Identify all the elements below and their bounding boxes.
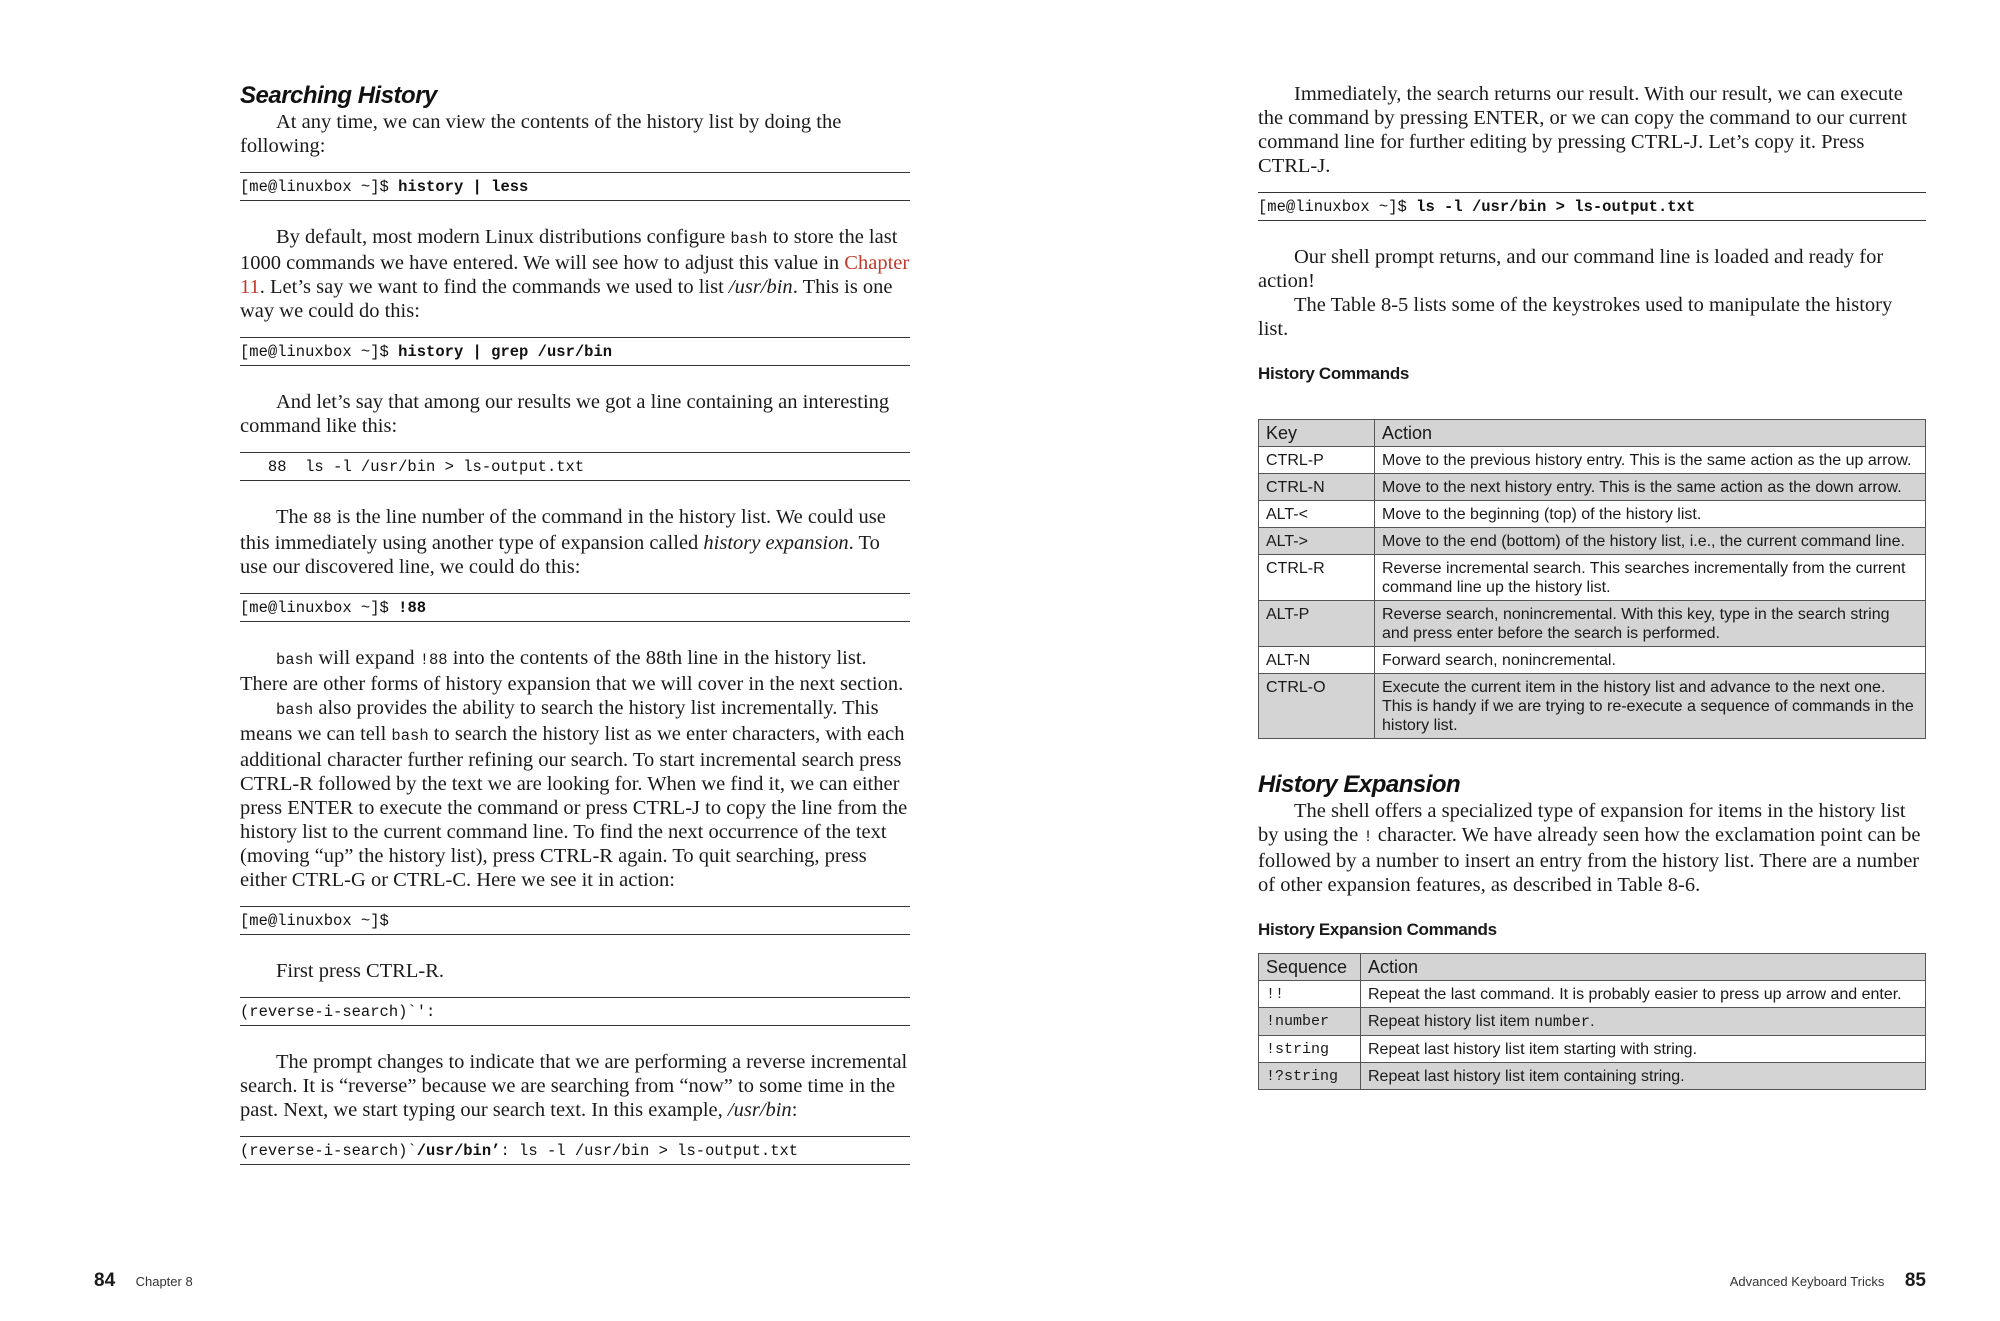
spacer <box>1258 761 1926 771</box>
table-header: Key <box>1259 420 1375 447</box>
table-row <box>1259 474 1926 501</box>
table-row <box>1259 1036 1926 1063</box>
paragraph: At any time, we can view the contents of the history list by doing the following: <box>240 111 842 157</box>
table-cell-action: Forward search, nonincremental. <box>1375 647 1926 674</box>
code-block: [me@linuxbox ~]$ !88 <box>240 593 910 622</box>
code-block: [me@linuxbox ~]$ <box>240 906 910 935</box>
right-footer <box>1730 1270 1926 1292</box>
table-row <box>1259 555 1926 601</box>
section-heading-history-expansion: History Expansion <box>1258 771 1461 798</box>
paragraph: bash will expand !88 into the contents of the 88th line in the history list. There are other forms of history expansion that we will cover in the next section. <box>240 647 904 695</box>
table-cell-key: !number <box>1259 1008 1361 1036</box>
code-block: [me@linuxbox ~]$ ls -l /usr/bin > ls-output.txt <box>1258 192 1926 221</box>
table-cell-action: Reverse incremental search. This searches incrementally from the current command line up the history list. <box>1375 555 1926 601</box>
table-cell-key: !! <box>1259 981 1361 1008</box>
running-footer: Chapter 8 <box>135 1274 193 1289</box>
table-row <box>1259 981 1926 1008</box>
table-header-row <box>1259 420 1926 447</box>
paragraph: By default, most modern Linux distributions configure bash to store the last 1000 commands we have entered. We will see how to adjust this value in Chapter 11. Let’s say we want to find the commands we used to list /usr/bin. This is one way we could do this: <box>240 226 910 322</box>
table-row <box>1259 1063 1926 1090</box>
table-cell-key: ALT-< <box>1259 501 1375 528</box>
table-cell-action: Move to the end (bottom) of the history list, i.e., the current command line. <box>1375 528 1926 555</box>
table-row <box>1259 674 1926 739</box>
spacer <box>1258 397 1926 419</box>
table-cell-action: Repeat last history list item starting with string. <box>1361 1036 1926 1063</box>
table-row <box>1259 647 1926 674</box>
paragraph: Immediately, the search returns our result. With our result, we can execute the command by pressing ENTER, or we can copy the command to our current command line for further editing by pressing CTRL-J. Let’s copy it. Press CTRL-J. <box>1258 83 1907 177</box>
code-block: (reverse-i-search)`': <box>240 997 910 1026</box>
table-header: Action <box>1361 954 1926 981</box>
right-page <box>1258 82 1926 1090</box>
left-page <box>240 82 910 1189</box>
spacer <box>1258 897 1926 919</box>
table-cell-key: CTRL-P <box>1259 447 1375 474</box>
paragraph: First press CTRL-R. <box>276 960 444 982</box>
code-block: [me@linuxbox ~]$ history | grep /usr/bin <box>240 337 910 366</box>
table-cell-action: Move to the beginning (top) of the history list. <box>1375 501 1926 528</box>
left-footer <box>94 1270 193 1292</box>
table-caption: History Commands <box>1258 364 1410 383</box>
table-row <box>1259 601 1926 647</box>
table-cell-action: Move to the previous history entry. This is the same action as the up arrow. <box>1375 447 1926 474</box>
page-number: 85 <box>1904 1270 1926 1291</box>
table-cell-key: CTRL-R <box>1259 555 1375 601</box>
table-cell-action: Repeat last history list item containing string. <box>1361 1063 1926 1090</box>
table-cell-action: Repeat history list item number. <box>1361 1008 1926 1036</box>
paragraph: The prompt changes to indicate that we are performing a reverse incremental search. It is “reverse” because we are searching from “now” to some time in the past. Next, we start typing our search text. In this example, /usr/bin: <box>240 1051 908 1121</box>
table-cell-key: CTRL-N <box>1259 474 1375 501</box>
code-block: 88 ls -l /usr/bin > ls-output.txt <box>240 452 910 481</box>
history-commands-table <box>1258 419 1926 739</box>
spacer <box>1258 739 1926 761</box>
table-row <box>1259 528 1926 555</box>
table-cell-key: ALT-N <box>1259 647 1375 674</box>
history-expansion-table <box>1258 953 1926 1090</box>
table-cell-action: Repeat the last command. It is probably easier to press up arrow and enter. <box>1361 981 1926 1008</box>
table-cell-action: Move to the next history entry. This is the same action as the down arrow. <box>1375 474 1926 501</box>
spacer <box>1258 341 1926 363</box>
table-cell-action: Execute the current item in the history list and advance to the next one. This is handy if we are trying to re-execute a sequence of commands in the history list. <box>1375 674 1926 739</box>
table-cell-action: Reverse search, nonincremental. With this key, type in the search string and press enter before the search is performed. <box>1375 601 1926 647</box>
code-block: [me@linuxbox ~]$ history | less <box>240 172 910 201</box>
paragraph: The 88 is the line number of the command in the history list. We could use this immediately using another type of expansion called history expansion. To use our discovered line, we could do this: <box>240 506 886 578</box>
paragraph: Our shell prompt returns, and our command line is loaded and ready for action! <box>1258 246 1884 292</box>
table-row <box>1259 501 1926 528</box>
paragraph: And let’s say that among our results we got a line containing an interesting command like this: <box>240 391 890 437</box>
table-row <box>1259 1008 1926 1036</box>
table-header: Sequence <box>1259 954 1361 981</box>
paragraph: The shell offers a specialized type of expansion for items in the history list by using the ! character. We have already seen how the exclamation point can be followed by a number to insert an entry from the history list. There are a number of other expansion features, as described in Table 8-6. <box>1258 800 1921 896</box>
table-cell-key: !string <box>1259 1036 1361 1063</box>
section-heading-searching-history: Searching History <box>240 82 437 109</box>
table-header-row <box>1259 954 1926 981</box>
table-cell-key: ALT-> <box>1259 528 1375 555</box>
table-cell-key: !?string <box>1259 1063 1361 1090</box>
page-number: 84 <box>94 1270 116 1291</box>
running-footer: Advanced Keyboard Tricks <box>1729 1274 1885 1289</box>
table-cell-key: CTRL-O <box>1259 674 1375 739</box>
table-row <box>1259 447 1926 474</box>
table-cell-key: ALT-P <box>1259 601 1375 647</box>
paragraph: bash also provides the ability to search the history list incrementally. This means we can tell bash to search the history list as we enter characters, with each additional character further refining our search. To start incremental search press CTRL-R followed by the text we are looking for. When we find it, we can either press ENTER to execute the command or press CTRL-J to copy the line from the history list to the current command line. To find the next occurrence of the text (moving “up” the history list), press CTRL-R again. To quit searching, press either CTRL-G or CTRL-C. Here we see it in action: <box>240 697 908 891</box>
table-header: Action <box>1375 420 1926 447</box>
chapter-link[interactable]: Chapter 11 <box>240 252 910 298</box>
paragraph: The Table 8-5 lists some of the keystrokes used to manipulate the history list. <box>1258 294 1893 340</box>
table-caption: History Expansion Commands <box>1258 920 1497 939</box>
code-block: (reverse-i-search)`/usr/bin’: ls -l /usr/bin > ls-output.txt <box>240 1136 910 1165</box>
